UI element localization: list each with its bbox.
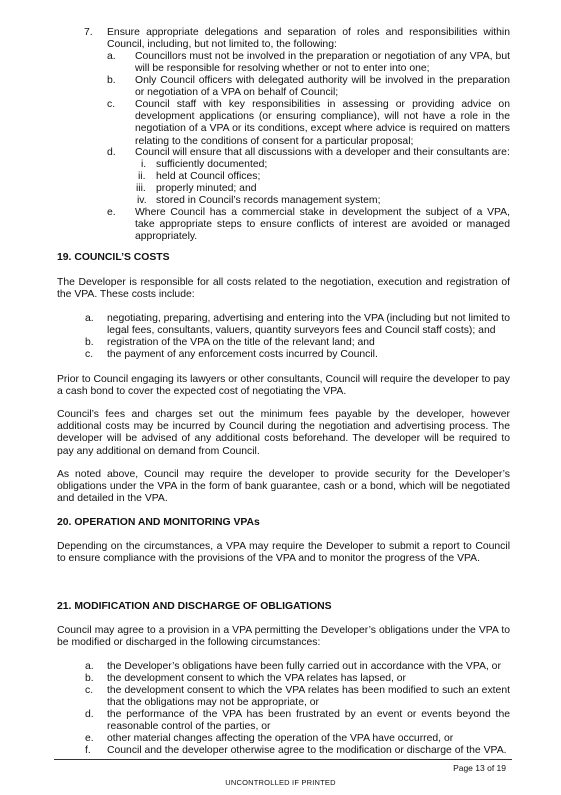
sec21-item-f-label: f.: [85, 745, 91, 756]
section-19-paragraph-1: Prior to Council engaging its lawyers or other consultants, Council will require the developer to pay a cash bond to cover the expected cost of negotiating the VPA.: [57, 374, 510, 398]
sec19-item-b-label: b.: [85, 337, 94, 348]
roman-iii-label: iii.: [136, 183, 146, 194]
sec19-item-a-text: negotiating, preparing, advertising and entering into the VPA (including but not limited to legal fees, consultants, valuers, quantity surveyors fees and Council staff costs); and: [107, 313, 510, 337]
sec19-item-a-label: a.: [85, 313, 94, 324]
footer-rule: [54, 759, 512, 760]
section-19-intro: The Developer is responsible for all costs related to the negotiation, execution and registration of the VPA. These costs include:: [57, 277, 510, 301]
roman-iv-text: stored in Council’s records management system;: [156, 195, 381, 206]
section-20-paragraph: Depending on the circumstances, a VPA may require the Developer to submit a report to Council to ensure compliance with the provisions of the VPA and to monitor the progress of the VPA.: [57, 541, 510, 565]
sec19-item-c-text: the payment of any enforcement costs incurred by Council.: [107, 349, 378, 360]
roman-iv-label: iv.: [137, 195, 147, 206]
sec21-item-e-label: e.: [85, 733, 94, 744]
section-20-heading: 20. OPERATION AND MONITORING VPAs: [57, 517, 260, 528]
item-7e-text: Where Council has a commercial stake in development the subject of a VPA, take appropriate steps to ensure conflicts of interest are avoided or managed appropriately.: [135, 207, 510, 243]
item-7d-text: Council will ensure that all discussions with a developer and their consultants are:: [135, 147, 510, 158]
item-7e-label: e.: [107, 207, 116, 218]
sec19-item-b-text: registration of the VPA on the title of the relevant land; and: [107, 337, 375, 348]
item-7b-label: b.: [107, 75, 116, 86]
sec21-item-a-text: the Developer’s obligations have been fully carried out in accordance with the VPA, or: [107, 661, 501, 672]
sec21-item-f-text: Council and the developer otherwise agree to the modification or discharge of the VPA.: [107, 745, 507, 756]
sec21-item-d-text: the performance of the VPA has been frustrated by an event or events beyond the reasonable control of the parties, or: [107, 709, 510, 733]
uncontrolled-notice: UNCONTROLLED IF PRINTED: [225, 778, 336, 787]
sec21-item-b-label: b.: [85, 673, 94, 684]
item-7a-label: a.: [107, 51, 116, 62]
sec21-item-c-label: c.: [85, 685, 94, 696]
sec21-item-e-text: other material changes affecting the operation of the VPA have occurred, or: [107, 733, 454, 744]
roman-ii-label: ii.: [138, 171, 146, 182]
page-number: Page 13 of 19: [453, 763, 506, 773]
section-19-paragraph-3: As noted above, Council may require the developer to provide security for the Developer’s obligations under the VPA in the form of bank guarantee, cash or a bond, which will be negotiated and detailed in the VPA.: [57, 469, 510, 505]
sec21-item-b-text: the development consent to which the VPA relates has lapsed, or: [107, 673, 407, 684]
item-7d-label: d.: [107, 147, 116, 158]
section-19-heading: 19. COUNCIL’S COSTS: [57, 252, 170, 263]
item-7-number: 7.: [84, 27, 93, 38]
roman-i-text: sufficiently documented;: [156, 159, 268, 170]
roman-ii-text: held at Council offices;: [156, 171, 261, 182]
sec21-item-d-label: d.: [85, 709, 94, 720]
roman-i-label: i.: [141, 159, 147, 170]
item-7c-text: Council staff with key responsibilities in assessing or providing advice on development applications (or ensuring compliance), will not have a role in the negotiation of a VPA or its conditions, except where advice is required on matters relating to the conditions of consent for a particular proposal;: [135, 99, 510, 147]
section-19-paragraph-2: Council’s fees and charges set out the minimum fees payable by the developer, however additional costs may be incurred by Council during the negotiation and advertising process. The developer will be advised of any additional costs beforehand. The developer will be required to pay any additional on demand from Council.: [57, 409, 510, 457]
sec19-item-c-label: c.: [85, 349, 94, 360]
item-7a-text: Councillors must not be involved in the preparation or negotiation of any VPA, but will be responsible for resolving whether or not to enter into one;: [135, 51, 510, 75]
item-7c-label: c.: [107, 99, 116, 110]
item-7-text: Ensure appropriate delegations and separation of roles and responsibilities within Council, including, but not limited to, the following:: [107, 27, 510, 51]
roman-iii-text: properly minuted; and: [156, 183, 257, 194]
sec21-item-a-label: a.: [85, 661, 94, 672]
item-7b-text: Only Council officers with delegated authority will be involved in the preparation or negotiation of a VPA on behalf of Council;: [135, 75, 510, 99]
section-21-intro: Council may agree to a provision in a VPA permitting the Developer’s obligations under the VPA to be modified or discharged in the following circumstances:: [57, 625, 510, 649]
sec21-item-c-text: the development consent to which the VPA relates has been modified to such an extent that the obligations may not be appropriate, or: [107, 685, 510, 709]
section-21-heading: 21. MODIFICATION AND DISCHARGE OF OBLIGATIONS: [57, 601, 332, 612]
